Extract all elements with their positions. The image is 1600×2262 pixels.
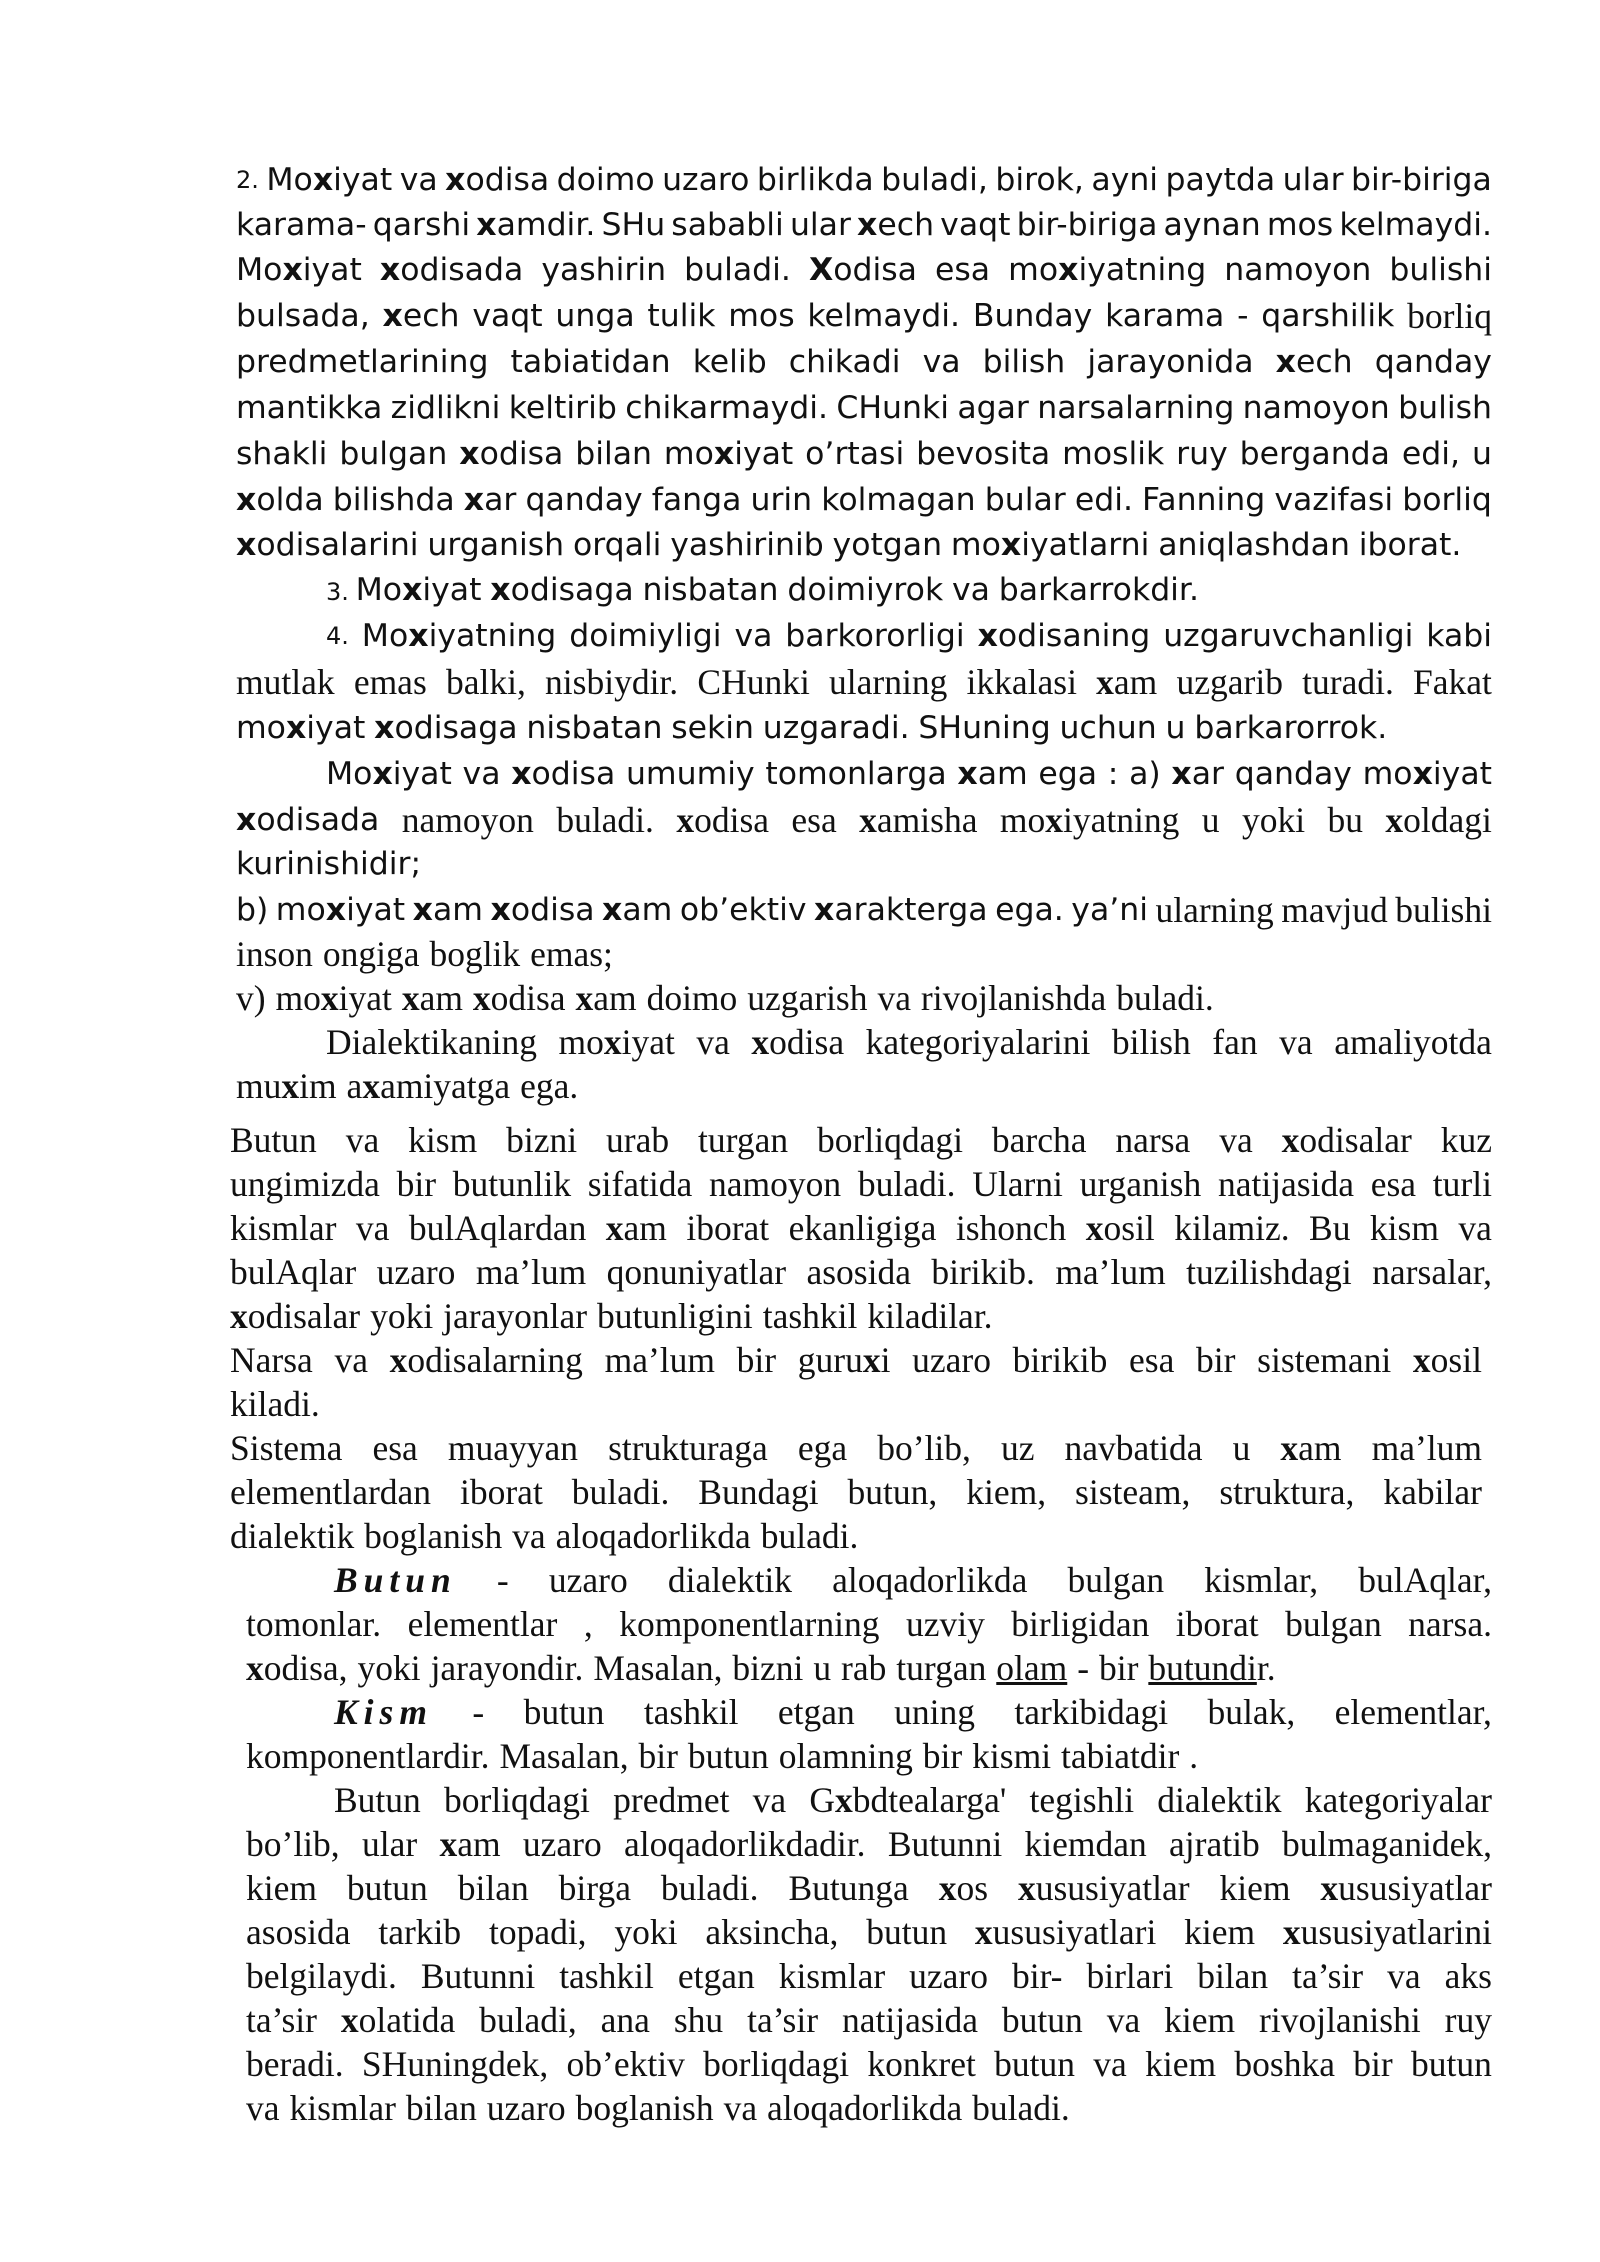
text-line: bulsada, xech vaqt unga tulik mos kelmaydi. Bunday karama - qarshilik borliq [236,296,1492,336]
text-line: tomonlar. elementlar , komponentlarning uzviy birligidan iborat bulgan narsa. [246,1604,1492,1644]
text-line: Butun - uzaro dialektik aloqadorlikda bulgan kismlar, bulAqlar, [334,1560,1492,1600]
text-line: xolda bilishda xar qanday fanga urin kolmagan bular edi. Fanning vazifasi borliq [236,482,1492,518]
text-line: xodisa, yoki jarayondir. Masalan, bizni u rab turgan olam - bir butundir. [246,1648,1276,1688]
text-line: ungimizda bir butunlik sifatida namoyon buladi. Ularni urganish natijasida esa turli [230,1164,1492,1204]
text-line: karama- qarshi xamdir. SHu sababli ular xech vaqt bir-biriga aynan mos kelmaydi. [236,207,1492,243]
text-line: kurinishidir; [236,846,422,882]
text-line: Butun va kism bizni urab turgan borliqdagi barcha narsa va xodisalar kuz [230,1120,1492,1160]
text-line: inson ongiga boglik emas; [236,934,613,974]
text-line: kismlar va bulAqlardan xam iborat ekanligiga ishonch xosil kilamiz. Bu kism va [230,1208,1492,1248]
text-line: Narsa va xodisalarning ma’lum bir guruxi uzaro birikib esa bir sistemani xosil [230,1340,1482,1380]
text-line: Moxiyat va xodisa umumiy tomonlarga xam ega : a) xar qanday moxiyat [326,756,1492,792]
text-line: xodisalarini urganish orqali yashirinib yotgan moxiyatlarni aniqlashdan iborat. [236,527,1462,563]
text-line: bo’lib, ular xam uzaro aloqadorlikdadir. Butunni kiemdan ajratib bulmaganidek, [246,1824,1492,1864]
text-line: ta’sir xolatida buladi, ana shu ta’sir natijasida butun va kiem rivojlanishi ruy [246,2000,1492,2040]
text-line: 3. Moxiyat xodisaga nisbatan doimiyrok va barkarrokdir. [326,572,1200,608]
text-line: kiem butun bilan birga buladi. Butunga xos xususiyatlar kiem xususiyatlar [246,1868,1492,1908]
text-line: xodisalar yoki jarayonlar butunligini tashkil kiladilar. [230,1296,993,1336]
text-line: mutlak emas balki, nisbiydir. CHunki ularning ikkalasi xam uzgarib turadi. Fakat [236,662,1492,702]
text-line: xodisada namoyon buladi. xodisa esa xamisha moxiyatning u yoki bu xoldagi [236,800,1492,840]
text-line: b) moxiyat xam xodisa xam ob’ektiv xarakterga ega. ya’ni ularning mavjud bulishi [236,890,1492,930]
text-line: belgilaydi. Butunni tashkil etgan kismlar uzaro bir- birlari bilan ta’sir va aks [246,1956,1492,1996]
text-line: asosida tarkib topadi, yoki aksincha, butun xususiyatlari kiem xususiyatlarini [246,1912,1492,1952]
text-line: Sistema esa muayyan strukturaga ega bo’lib, uz navbatida u xam ma’lum [230,1428,1482,1468]
text-line: beradi. SHuningdek, ob’ektiv borliqdagi konkret butun va kiem boshka bir butun [246,2044,1492,2084]
text-line: 2. Moxiyat va xodisa doimo uzaro birlikda buladi, birok, ayni paytda ular bir-biriga [236,162,1492,198]
text-line: kiladi. [230,1384,320,1424]
text-line: predmetlarining tabiatidan kelib chikadi va bilish jarayonida xech qanday [236,344,1492,380]
text-line: elementlardan iborat buladi. Bundagi butun, kiem, sisteam, struktura, kabilar [230,1472,1482,1512]
text-line: va kismlar bilan uzaro boglanish va aloqadorlikda buladi. [246,2088,1070,2128]
text-line: komponentlardir. Masalan, bir butun olamning bir kismi tabiatdir . [246,1736,1199,1776]
text-line: Moxiyat xodisada yashirin buladi. Xodisa esa moxiyatning namoyon bulishi [236,252,1492,288]
text-line: muxim axamiyatga ega. [236,1066,579,1106]
text-line: bulAqlar uzaro ma’lum qonuniyatlar asosida birikib. ma’lum tuzilishdagi narsalar, [230,1252,1492,1292]
text-line: Butun borliqdagi predmet va Gxbdtealarga' tegishli dialektik kategoriyalar [334,1780,1492,1820]
text-line: shakli bulgan xodisa bilan moxiyat o’rtasi bevosita moslik ruy berganda edi, u [236,436,1492,472]
text-line: mantikka zidlikni keltirib chikarmaydi. CHunki agar narsalarning namoyon bulish [236,390,1492,426]
text-line: 4. Moxiyatning doimiyligi va barkororligi xodisaning uzgaruvchanligi kabi [326,618,1492,654]
text-line: moxiyat xodisaga nisbatan sekin uzgaradi. SHuning uchun u barkarorrok. [236,710,1388,746]
text-line: Dialektikaning moxiyat va xodisa kategoriyalarini bilish fan va amaliyotda [326,1022,1492,1062]
text-line: dialektik boglanish va aloqadorlikda buladi. [230,1516,859,1556]
text-line: v) moxiyat xam xodisa xam doimo uzgarish va rivojlanishda buladi. [236,978,1214,1018]
text-line: Kism - butun tashkil etgan uning tarkibidagi bulak, elementlar, [334,1692,1492,1732]
